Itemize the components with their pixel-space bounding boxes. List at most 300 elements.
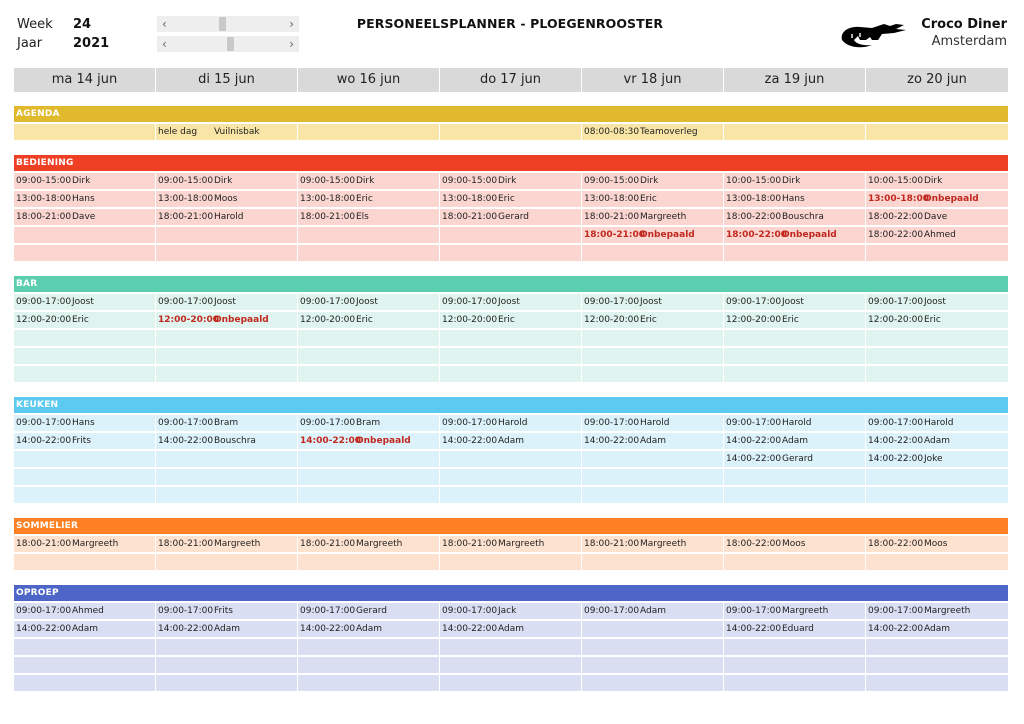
shift-cell[interactable] [156,312,297,328]
shift-cell[interactable] [582,209,723,225]
shift-cell[interactable] [724,348,865,364]
shift-cell[interactable] [298,657,439,673]
shift-cell[interactable] [866,639,1008,655]
shift-cell[interactable] [298,209,439,225]
shift-cell[interactable] [724,245,865,261]
shift-cell[interactable] [582,173,723,189]
shift-cell[interactable] [866,312,1008,328]
shift-cell[interactable] [582,294,723,310]
shift-cell[interactable] [298,366,439,382]
section-sommelier [14,518,1008,570]
shift-cell[interactable] [724,366,865,382]
shift-row [14,603,1008,619]
shift-time: 12:00-20:00 [442,315,498,325]
shift-row [14,433,1008,449]
shift-time: 18:00-21:00 [16,539,72,549]
shift-cell[interactable] [440,124,581,140]
shift-cell[interactable] [724,469,865,485]
shift-person: Els [356,212,369,222]
shift-cell[interactable] [156,173,297,189]
shift-person: Adam [498,624,524,634]
shift-cell[interactable] [14,330,155,346]
shift-time: 12:00-20:00 [584,315,640,325]
shift-cell[interactable] [440,415,581,431]
shift-cell[interactable] [866,487,1008,503]
year-scroll-thumb[interactable] [227,37,234,51]
shift-cell[interactable] [298,451,439,467]
shift-cell[interactable] [866,330,1008,346]
shift-person: Harold [214,212,244,222]
shift-cell[interactable] [298,603,439,619]
shift-cell[interactable] [14,312,155,328]
shift-cell[interactable] [582,312,723,328]
shift-time: 18:00-21:00 [584,212,640,222]
shift-cell[interactable] [724,433,865,449]
shift-cell[interactable] [582,191,723,207]
shift-person: Harold [640,418,670,428]
shift-person: Joost [214,297,236,307]
shift-person: Onbepaald [356,436,411,446]
shift-cell[interactable] [156,245,297,261]
shift-cell[interactable] [582,469,723,485]
shift-time: 09:00-17:00 [158,418,214,428]
shift-cell[interactable] [14,536,155,552]
shift-cell[interactable] [298,227,439,243]
shift-cell[interactable] [582,330,723,346]
shift-cell[interactable] [440,330,581,346]
shift-person: Margreeth [924,606,971,616]
shift-row [14,209,1008,225]
shift-cell[interactable] [156,433,297,449]
shift-cell[interactable] [14,621,155,637]
shift-cell[interactable] [440,312,581,328]
shift-row [14,348,1008,364]
shift-time: 18:00-21:00 [300,539,356,549]
shift-cell[interactable] [440,294,581,310]
shift-person: Bouschra [782,212,824,222]
shift-time: 14:00-22:00 [868,436,924,446]
section-header-bediening: BEDIENING [14,155,1008,171]
week-scroll-thumb[interactable] [219,17,226,31]
shift-time: 10:00-15:00 [868,176,924,186]
day-header: za 19 jun [724,68,865,92]
shift-time: 18:00-22:00 [726,230,788,240]
shift-cell[interactable] [156,348,297,364]
shift-cell[interactable] [440,487,581,503]
shift-cell[interactable] [440,245,581,261]
shift-cell[interactable] [14,124,155,140]
shift-person: Eric [498,315,515,325]
shift-cell[interactable] [14,639,155,655]
shift-cell[interactable] [724,639,865,655]
shift-row [14,227,1008,243]
shift-row [14,415,1008,431]
shift-cell[interactable] [866,173,1008,189]
shift-person: Joost [72,297,94,307]
shift-cell[interactable] [724,415,865,431]
shift-time: 09:00-17:00 [442,606,498,616]
shift-time: 14:00-22:00 [16,624,72,634]
shift-cell[interactable] [14,294,155,310]
shift-person: Margreeth [356,539,403,549]
shift-time: 18:00-22:00 [726,212,782,222]
shift-cell[interactable] [724,603,865,619]
shift-cell[interactable] [14,415,155,431]
day-header: vr 18 jun [582,68,723,92]
shift-person: Eric [356,194,373,204]
shift-cell[interactable] [582,487,723,503]
section-header-sommelier: SOMMELIER [14,518,1008,534]
section-keuken [14,397,1008,503]
shift-time: 14:00-22:00 [158,436,214,446]
shift-cell[interactable] [440,227,581,243]
shift-cell[interactable] [866,469,1008,485]
shift-cell[interactable] [156,294,297,310]
shift-person: Moos [924,539,948,549]
shift-person: Dave [72,212,96,222]
shift-person: Bouschra [214,436,256,446]
shift-time: 09:00-17:00 [584,606,640,616]
shift-cell[interactable] [298,469,439,485]
shift-cell[interactable] [582,451,723,467]
shift-time: 14:00-22:00 [584,436,640,446]
day-header: ma 14 jun [14,68,155,92]
year-label: Jaar [17,36,43,51]
day-header: do 17 jun [440,68,581,92]
shift-cell[interactable] [14,603,155,619]
shift-cell[interactable] [14,433,155,449]
shift-cell[interactable] [298,433,439,449]
shift-person: Bram [214,418,239,428]
shift-row [14,451,1008,467]
week-scrollbar[interactable] [157,16,299,32]
shift-person: Dirk [214,176,233,186]
shift-person: Onbepaald [924,194,979,204]
shift-cell[interactable] [724,191,865,207]
shift-time: 18:00-21:00 [442,212,498,222]
shift-time: 09:00-17:00 [16,418,72,428]
shift-cell[interactable] [724,294,865,310]
shift-cell[interactable] [866,451,1008,467]
shift-person: Adam [782,436,808,446]
shift-row [14,294,1008,310]
year-scrollbar[interactable] [157,36,299,52]
shift-time: 09:00-17:00 [584,297,640,307]
shift-cell[interactable] [866,536,1008,552]
shift-row [14,639,1008,655]
shift-cell[interactable] [866,675,1008,691]
shift-cell[interactable] [866,348,1008,364]
shift-cell[interactable] [582,227,723,243]
shift-cell[interactable] [14,366,155,382]
shift-person: Joost [356,297,378,307]
shift-person: Hans [782,194,805,204]
shift-cell[interactable] [298,675,439,691]
shift-cell[interactable] [298,312,439,328]
day-header: wo 16 jun [298,68,439,92]
shift-cell[interactable] [866,554,1008,570]
shift-cell[interactable] [156,603,297,619]
shift-cell[interactable] [14,348,155,364]
shift-time: 08:00-08:30 [584,127,640,137]
shift-cell[interactable] [156,415,297,431]
shift-time: 09:00-17:00 [868,606,924,616]
shift-cell[interactable] [866,245,1008,261]
shift-person: Margreeth [640,212,687,222]
shift-cell[interactable] [724,209,865,225]
shift-cell[interactable] [14,675,155,691]
shift-cell[interactable] [156,554,297,570]
shift-time: 14:00-22:00 [726,436,782,446]
shift-cell[interactable] [298,415,439,431]
shift-cell[interactable] [440,657,581,673]
shift-cell[interactable] [866,657,1008,673]
shift-cell[interactable] [582,536,723,552]
shift-person: Gerard [498,212,529,222]
shift-cell[interactable] [866,366,1008,382]
shift-cell[interactable] [298,245,439,261]
shift-cell[interactable] [298,536,439,552]
shift-cell[interactable] [582,415,723,431]
shift-row [14,245,1008,261]
shift-cell[interactable] [724,675,865,691]
day-header: zo 20 jun [866,68,1008,92]
shift-cell[interactable] [14,227,155,243]
shift-cell[interactable] [440,621,581,637]
shift-time: 12:00-20:00 [300,315,356,325]
chevron-right-icon[interactable]: › [289,17,294,31]
shift-cell[interactable] [298,554,439,570]
shift-row [14,657,1008,673]
shift-cell[interactable] [724,657,865,673]
shift-cell[interactable] [866,415,1008,431]
shift-time: 14:00-22:00 [158,624,214,634]
shift-person: Eric [640,194,657,204]
shift-cell[interactable] [298,348,439,364]
shift-time: 09:00-17:00 [158,297,214,307]
shift-person: Onbepaald [214,315,269,325]
shift-time: 18:00-22:00 [868,230,924,240]
shift-cell[interactable] [14,554,155,570]
shift-cell[interactable] [14,173,155,189]
shift-person: Dirk [924,176,943,186]
shift-cell[interactable] [582,366,723,382]
shift-time: 14:00-22:00 [726,624,782,634]
shift-person: Joost [924,297,946,307]
shift-person: Ahmed [72,606,104,616]
shift-cell[interactable] [582,348,723,364]
shift-cell[interactable] [156,209,297,225]
shift-person: Margreeth [72,539,119,549]
shift-person: Adam [924,624,950,634]
shift-time: 12:00-20:00 [158,315,220,325]
shift-person: Dirk [498,176,517,186]
shift-person: Eric [640,315,657,325]
shift-cell[interactable] [440,173,581,189]
shift-person: Moos [214,194,238,204]
shift-cell[interactable] [866,433,1008,449]
shift-cell[interactable] [724,621,865,637]
shift-cell[interactable] [156,536,297,552]
day-header-row [14,68,1008,92]
shift-time: 18:00-22:00 [868,212,924,222]
year-value: 2021 [73,36,110,51]
shift-person: Adam [924,436,950,446]
shift-cell[interactable] [440,536,581,552]
shift-person: Vuilnisbak [214,127,260,137]
shift-person: Joost [782,297,804,307]
shift-cell[interactable] [14,209,155,225]
shift-cell[interactable] [582,603,723,619]
shift-time: 13:00-18:00 [158,194,214,204]
shift-time: 13:00-18:00 [16,194,72,204]
shift-cell[interactable] [440,209,581,225]
shift-cell[interactable] [440,554,581,570]
shift-cell[interactable] [156,451,297,467]
shift-cell[interactable] [724,173,865,189]
shift-cell[interactable] [582,657,723,673]
shift-cell[interactable] [582,675,723,691]
shift-time: 18:00-21:00 [300,212,356,222]
shift-person: Dirk [782,176,801,186]
shift-row [14,469,1008,485]
shift-cell[interactable] [156,227,297,243]
shift-cell[interactable] [156,366,297,382]
shift-cell[interactable] [14,451,155,467]
shift-cell[interactable] [866,621,1008,637]
shift-person: Hans [72,418,95,428]
section-oproep [14,585,1008,691]
shift-cell[interactable] [724,554,865,570]
shift-cell[interactable] [724,312,865,328]
shift-cell[interactable] [866,209,1008,225]
chevron-right-icon[interactable]: › [289,37,294,51]
shift-time: 09:00-17:00 [442,297,498,307]
shift-cell[interactable] [440,451,581,467]
shift-cell[interactable] [866,603,1008,619]
shift-cell[interactable] [582,433,723,449]
shift-time: 14:00-22:00 [868,624,924,634]
shift-cell[interactable] [298,330,439,346]
shift-cell[interactable] [14,469,155,485]
shift-person: Onbepaald [782,230,837,240]
shift-cell[interactable] [298,294,439,310]
shift-person: Dirk [72,176,91,186]
shift-person: Jack [498,606,517,616]
shift-cell[interactable] [156,469,297,485]
shift-time: 13:00-18:00 [584,194,640,204]
shift-cell[interactable] [156,191,297,207]
shift-cell[interactable] [298,124,439,140]
shift-person: Margreeth [214,539,261,549]
shift-cell[interactable] [724,487,865,503]
shift-cell[interactable] [724,227,865,243]
shift-cell[interactable] [14,245,155,261]
shift-cell[interactable] [866,227,1008,243]
shift-cell[interactable] [156,675,297,691]
shift-cell[interactable] [866,124,1008,140]
shift-cell[interactable] [724,536,865,552]
shift-time: 14:00-22:00 [868,454,924,464]
chevron-left-icon[interactable]: ‹ [162,17,167,31]
shift-time: 18:00-21:00 [584,230,646,240]
shift-cell[interactable] [156,487,297,503]
shift-time: 18:00-22:00 [868,539,924,549]
shift-cell[interactable] [440,433,581,449]
shift-person: Adam [214,624,240,634]
shift-cell[interactable] [866,294,1008,310]
shift-cell[interactable] [14,657,155,673]
shift-cell[interactable] [582,639,723,655]
shift-person: Eric [782,315,799,325]
shift-person: Frits [214,606,233,616]
shift-cell[interactable] [440,639,581,655]
shift-cell[interactable] [582,124,723,140]
shift-cell[interactable] [298,487,439,503]
shift-cell[interactable] [298,639,439,655]
shift-cell[interactable] [14,487,155,503]
shift-time: 13:00-18:00 [442,194,498,204]
shift-time: 09:00-17:00 [584,418,640,428]
shift-cell[interactable] [724,124,865,140]
shift-cell[interactable] [582,621,723,637]
shift-cell[interactable] [724,451,865,467]
shift-cell[interactable] [440,603,581,619]
shift-row [14,487,1008,503]
shift-time: 09:00-17:00 [726,418,782,428]
shift-time: 09:00-17:00 [16,606,72,616]
shift-cell[interactable] [298,191,439,207]
shift-cell[interactable] [440,469,581,485]
shift-row [14,312,1008,328]
section-header-oproep: OPROEP [14,585,1008,601]
shift-person: Hans [72,194,95,204]
shift-cell[interactable] [866,191,1008,207]
shift-time: 18:00-22:00 [726,539,782,549]
shift-row [14,554,1008,570]
shift-cell[interactable] [582,245,723,261]
section-header-bar: BAR [14,276,1008,292]
crocodile-icon [838,18,910,52]
shift-cell[interactable] [440,675,581,691]
shift-row [14,536,1008,552]
page-title: PERSONEELSPLANNER - PLOEGENROOSTER [356,16,664,31]
shift-cell[interactable] [156,639,297,655]
shift-time: 13:00-18:00 [726,194,782,204]
shift-cell[interactable] [298,621,439,637]
shift-cell[interactable] [440,191,581,207]
shift-cell[interactable] [156,657,297,673]
shift-person: Harold [498,418,528,428]
chevron-left-icon[interactable]: ‹ [162,37,167,51]
shift-person: Joost [498,297,520,307]
shift-time: 14:00-22:00 [442,624,498,634]
shift-cell[interactable] [440,366,581,382]
shift-cell[interactable] [156,621,297,637]
shift-person: Dirk [356,176,375,186]
shift-cell[interactable] [14,191,155,207]
shift-cell[interactable] [156,330,297,346]
section-agenda [14,106,1008,140]
shift-cell[interactable] [440,348,581,364]
shift-cell[interactable] [724,330,865,346]
shift-time: 09:00-17:00 [442,418,498,428]
shift-cell[interactable] [156,124,297,140]
shift-cell[interactable] [298,173,439,189]
section-bar [14,276,1008,382]
shift-person: Onbepaald [640,230,695,240]
shift-cell[interactable] [582,554,723,570]
